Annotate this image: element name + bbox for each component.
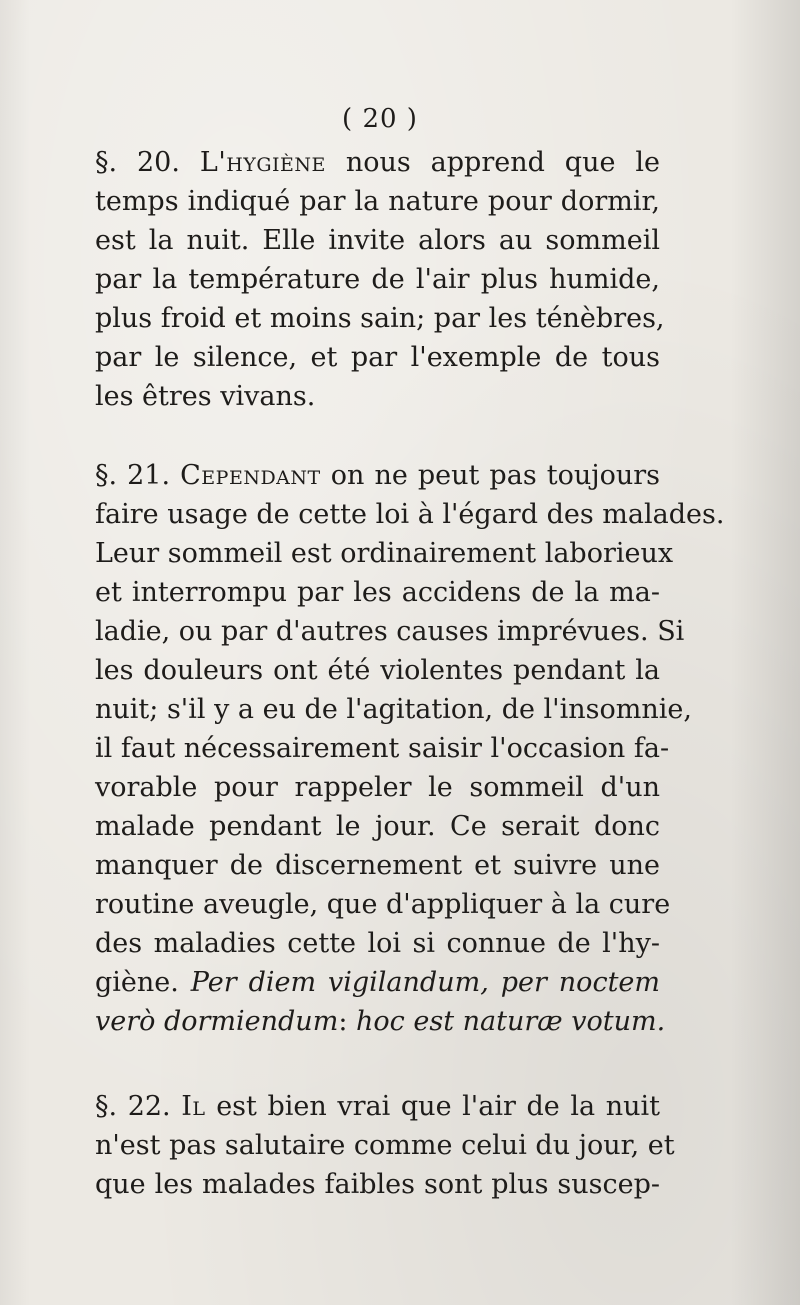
latin-quote: hoc est naturæ votum. bbox=[356, 1006, 666, 1037]
section-number: §. 22. bbox=[95, 1091, 171, 1122]
text-line bbox=[95, 1087, 660, 1126]
text-line: il faut nécessairement saisir l'occasion fa- bbox=[95, 733, 670, 764]
page-shadow-right bbox=[730, 0, 800, 1305]
text-line: par la température de l'air plus humide, bbox=[95, 264, 660, 295]
text-line: que les malades faibles sont plus suscep- bbox=[95, 1169, 660, 1200]
section-number: §. 20. bbox=[95, 147, 180, 178]
text-line: nuit; s'il y a eu de l'agitation, de l'insomnie, bbox=[95, 694, 692, 725]
text-line: les êtres vivans. bbox=[95, 381, 316, 412]
page-number: ( 20 ) bbox=[342, 104, 418, 134]
line-text: nous apprend que le bbox=[345, 147, 660, 178]
text-line: Leur sommeil est ordinairement laborieux bbox=[95, 538, 674, 569]
text-line: et interrompu par les accidens de la ma- bbox=[95, 577, 660, 608]
punctuation: : bbox=[338, 1006, 348, 1037]
text-line: faire usage de cette loi à l'égard des malades. bbox=[95, 499, 725, 530]
text-line bbox=[95, 143, 660, 182]
text-line bbox=[95, 1002, 666, 1041]
latin-quote: Per diem vigilandum, per noctem bbox=[190, 967, 660, 998]
paragraph-22 bbox=[95, 1087, 675, 1204]
text-line bbox=[95, 963, 660, 1002]
text-line: n'est pas salutaire comme celui du jour, et bbox=[95, 1130, 675, 1161]
text-line bbox=[95, 456, 660, 495]
text-line: temps indiqué par la nature pour dormir, bbox=[95, 186, 660, 217]
text-line: par le silence, et par l'exemple de tous bbox=[95, 342, 660, 373]
page-shadow-left bbox=[0, 0, 30, 1305]
text-line: vorable pour rappeler le sommeil d'un bbox=[95, 772, 660, 803]
line-text: est bien vrai que l'air de la nuit bbox=[216, 1091, 660, 1122]
latin-quote: verò dormiendum bbox=[95, 1006, 339, 1037]
text-line: ladie, ou par d'autres causes imprévues. Si bbox=[95, 616, 685, 647]
text-line: est la nuit. Elle invite alors au sommeil bbox=[95, 225, 660, 256]
text-line: malade pendant le jour. Ce serait donc bbox=[95, 811, 660, 842]
paragraph-20 bbox=[95, 143, 665, 416]
line-text: giène. bbox=[95, 967, 179, 998]
lead-word: L'hygiène bbox=[199, 147, 326, 178]
lead-word: Cependant bbox=[180, 460, 321, 491]
text-line: des maladies cette loi si connue de l'hy- bbox=[95, 928, 660, 959]
line-text: on ne peut pas toujours bbox=[330, 460, 660, 491]
text-line: plus froid et moins sain; par les ténèbres, bbox=[95, 303, 665, 334]
text-line: routine aveugle, que d'appliquer à la cure bbox=[95, 889, 671, 920]
paragraph-21 bbox=[95, 456, 725, 1041]
text-line: les douleurs ont été violentes pendant la bbox=[95, 655, 660, 686]
text-line: manquer de discernement et suivre une bbox=[95, 850, 660, 881]
section-number: §. 21. bbox=[95, 460, 171, 491]
lead-word: Il bbox=[181, 1091, 206, 1122]
